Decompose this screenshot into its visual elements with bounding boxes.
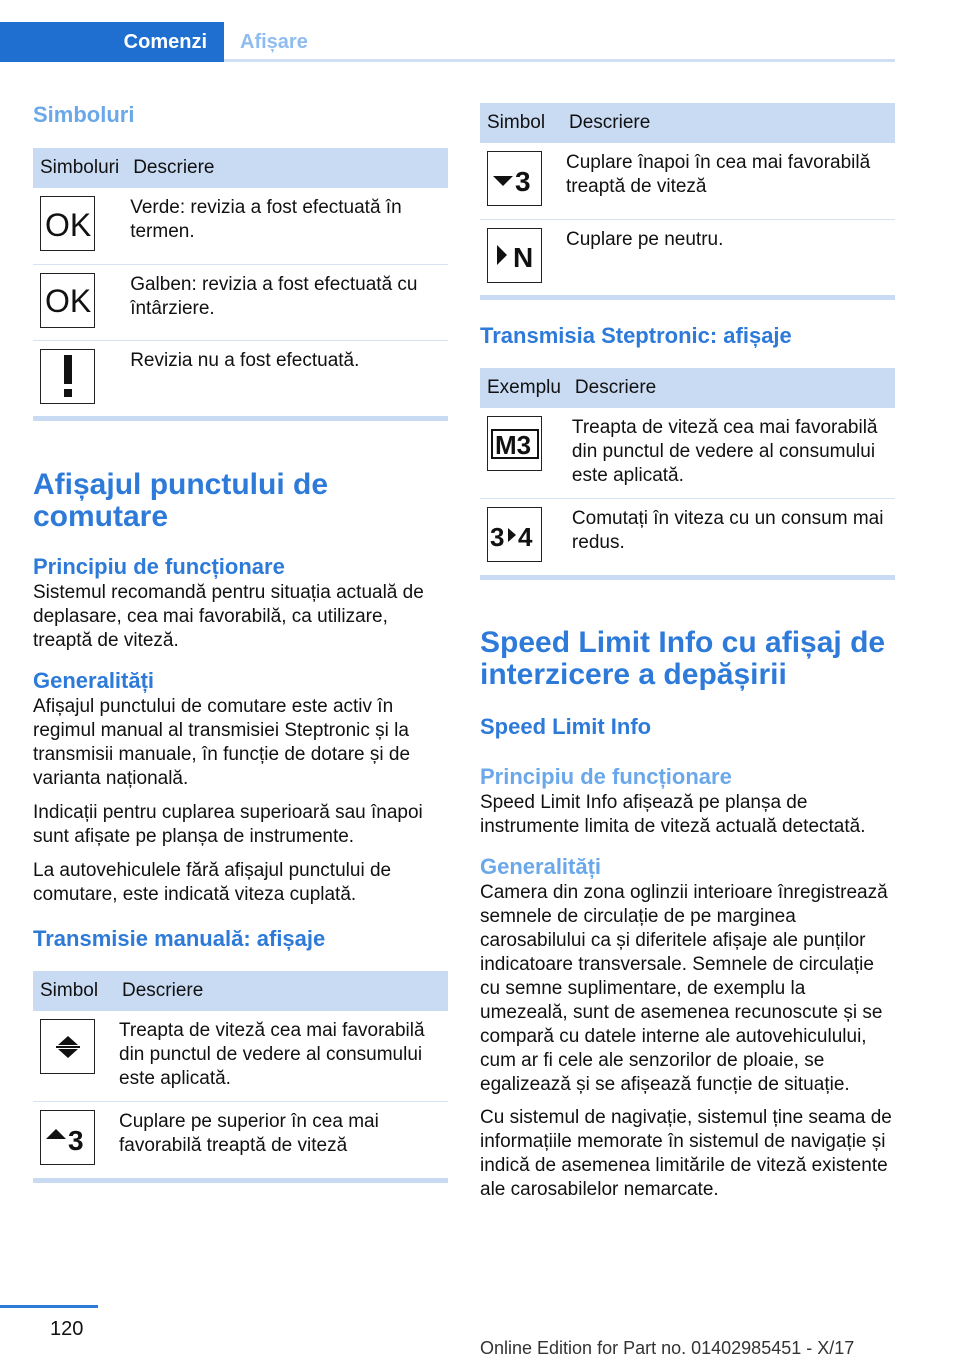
table-row [480,408,895,499]
principiu-heading: Principiu de funcționare [33,554,285,579]
table-header-description: Descriere [115,971,448,1011]
table-row [33,188,448,264]
manual-transmission-heading: Transmisie manuală: afișaje [33,926,326,951]
table-row [33,340,448,416]
row-description: Cuplare înapoi în cea mai favorabilă treaptă de viteză [562,143,895,219]
updown-arrows-icon [40,1019,95,1074]
row-description: Galben: revizia a fost efectuată cu întârziere. [126,264,448,340]
principiu-text: Sistemul recomandă pentru situația actuală de deplasare, cea mai favorabilă, ca utilizare, treaptă de viteză. [33,582,424,651]
exclamation-icon [40,349,95,404]
edition-note: Online Edition for Part no. 01402985451 - X/17 [480,1338,855,1358]
row-description: Cuplare pe neutru. [566,228,724,250]
svg-text:OK: OK [44,283,91,317]
footer-accent-line [0,1305,98,1308]
speed-limit-info-heading: Speed Limit Info [480,713,652,739]
table-header-symbol: Simboluri [33,148,126,188]
generalitati-paragraph: Camera din zona oglinzii interioare înregistrează semnele de circulație de pe marginea carosabilului ca și diferitele afișaje ale punților indicatoare transversale. Semnele de circulație cu semne suplimentare, de exemplu la umezeală, sunt de asemenea recunoscute și se compară cu datele interne ale autovehiculului, cum ar fi cele ale senzorilor de ploaie, se egalizează și se afișează funcție de situație. [480,881,888,1095]
generalitati-paragraph: Afișajul punctului de comutare este activ în regimul manual al transmisiei Steptronic și la transmisii manuale, în funcție de dotare și de varianta națională. [33,696,411,789]
up-arrow-3-icon [40,1110,95,1165]
svg-text:N: N [512,242,533,270]
section-title-speed-limit: Speed Limit Info cu afișaj de interzicere a depășirii [480,625,886,691]
row-description: Treapta de viteză cea mai favorabilă din punctul de vedere al consumului este aplicată. [115,1011,448,1102]
table-row [33,1102,448,1178]
page-number: 120 [50,1318,84,1340]
generalitati-paragraph: Cu sistemul de nagivație, sistemul ține seama de informațiile memorate în sistemul de navigație și indică de asemenea limitările de viteză existente ale carosabilelor nemarcate. [480,1106,892,1200]
table-end-bar [480,295,895,300]
row-description: Comutați în viteza cu un consum mai redus. [571,508,884,553]
table-row [480,143,895,219]
table-end-bar [33,416,448,421]
tab-comenzi[interactable]: Comenzi [0,22,224,62]
principiu-heading: Principiu de funcționare [480,763,732,789]
right-column [480,103,895,1202]
svg-text:4: 4 [517,521,532,550]
3-to-4-icon [487,507,542,562]
table-row [33,264,448,340]
row-description: Treapta de viteză cea mai favorabilă din punctul de vedere al consumului este aplicată. [568,408,895,499]
left-column [33,101,448,1183]
header-tabs [0,22,895,62]
generalitati-paragraph: Indicații pentru cuplarea superioară sau înapoi sunt afișate pe planșa de instrumente. [33,802,423,847]
table-header-symbol: Simbol [480,103,562,143]
tab-underline [224,59,895,62]
svg-text:M3: M3 [494,430,531,457]
generalitati-paragraph: La autovehiculele fără afișajul punctului de comutare, este indicată viteza cuplată. [33,860,392,905]
table-row [33,1011,448,1102]
tab-afisare[interactable]: Afișare [240,30,308,53]
table-header-description: Descriere [126,148,448,188]
service-symbols-table [33,148,448,416]
steptronic-table [480,368,895,575]
simboluri-heading: Simboluri [33,102,135,127]
steptronic-heading: Transmisia Steptronic: afișaje [480,323,792,348]
svg-text:OK: OK [44,206,91,241]
svg-text:3: 3 [67,1124,84,1153]
right-arrow-n-icon [487,228,542,283]
svg-text:3: 3 [489,521,504,550]
generalitati-heading: Generalități [33,668,155,693]
row-description: Verde: revizia a fost efectuată în termen. [126,188,448,264]
row-description: Cuplare pe superior în cea mai favorabilă treaptă de viteză [119,1111,379,1156]
table-row [480,219,895,295]
table-end-bar [33,1178,448,1183]
table-header-description: Descriere [568,368,895,408]
manual-transmission-table [33,971,448,1178]
down-arrow-3-icon [487,151,542,206]
row-description: Revizia nu a fost efectuată. [130,349,360,371]
m3-icon [487,416,542,471]
ok-yellow-icon [40,273,95,328]
table-row [480,499,895,575]
table-header-description: Descriere [562,103,895,143]
table-end-bar [480,575,895,580]
generalitati-heading: Generalități [480,853,602,879]
manual-transmission-table-continued [480,103,895,295]
ok-green-icon [40,196,95,251]
table-header-symbol: Simbol [33,971,115,1011]
table-header-example: Exemplu [480,368,568,408]
principiu-text: Speed Limit Info afișează pe planșa de instrumente limita de viteză actuală detectată. [480,791,866,837]
svg-text:3: 3 [514,165,531,194]
section-title-shift-point: Afișajul punctului de comutare [33,468,329,533]
